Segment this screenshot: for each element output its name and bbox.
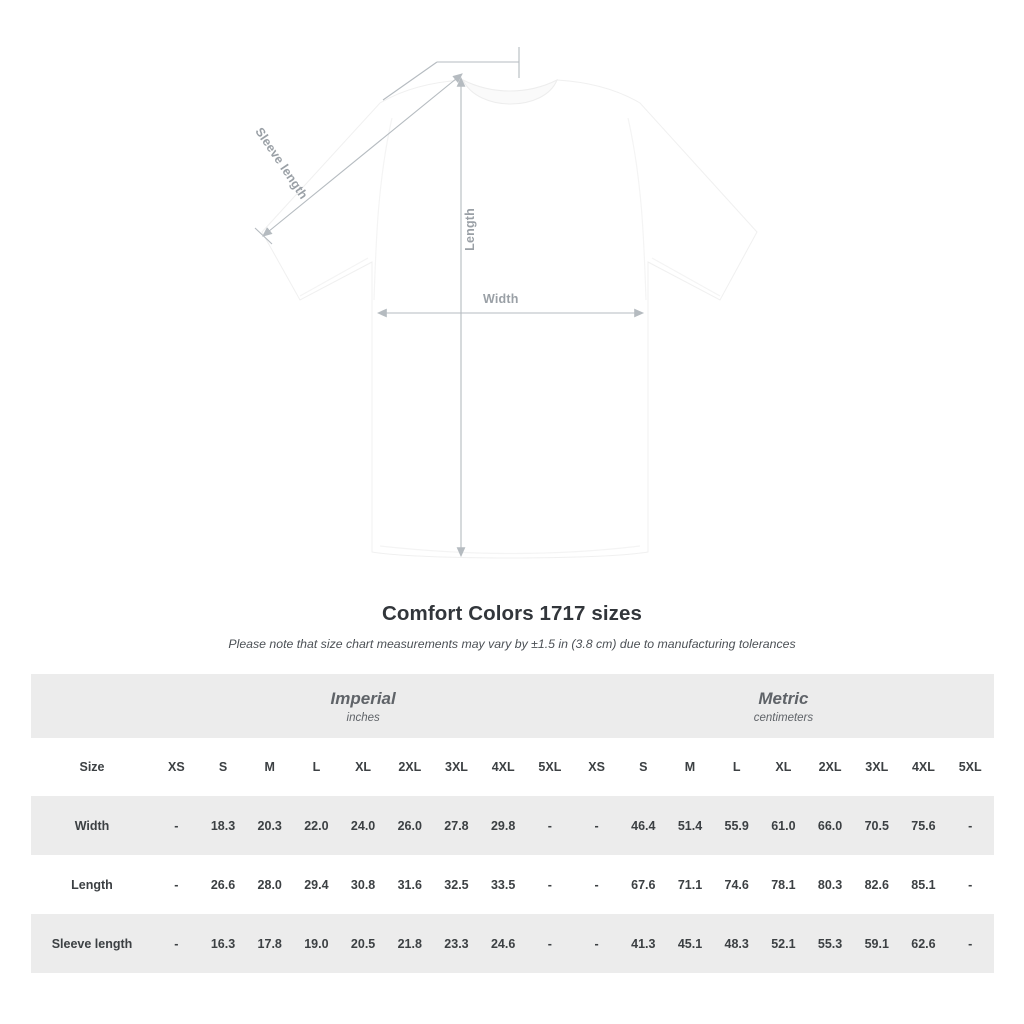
- measurement-cell: 20.3: [246, 796, 293, 855]
- size-header-m-imperial: M: [246, 738, 293, 796]
- size-header-s-metric: S: [620, 738, 667, 796]
- size-header-3xl-metric: 3XL: [853, 738, 900, 796]
- measurement-cell: 32.5: [433, 855, 480, 914]
- size-column-label: Size: [31, 738, 153, 796]
- measurement-cell: 33.5: [480, 855, 527, 914]
- measurement-cell: 21.8: [386, 914, 433, 973]
- measurement-cell: 52.1: [760, 914, 807, 973]
- row-label: Length: [31, 855, 153, 914]
- measurement-cell: 45.1: [667, 914, 714, 973]
- measurement-cell: -: [527, 914, 574, 973]
- measurement-cell: 28.0: [246, 855, 293, 914]
- row-label: Sleeve length: [31, 914, 153, 973]
- measurement-cell: 29.8: [480, 796, 527, 855]
- measurement-cell: -: [947, 796, 994, 855]
- measurement-cell: 55.9: [713, 796, 760, 855]
- size-header-l-metric: L: [713, 738, 760, 796]
- sleeve-length-dimension-label: Sleeve length: [252, 125, 311, 202]
- measurement-cell: 59.1: [853, 914, 900, 973]
- measurement-cell: 51.4: [667, 796, 714, 855]
- measurement-cell: -: [573, 796, 620, 855]
- length-dimension-label: Length: [463, 208, 477, 251]
- size-header-xs-metric: XS: [573, 738, 620, 796]
- measurement-cell: 19.0: [293, 914, 340, 973]
- tolerance-note: Please note that size chart measurements may vary by ±1.5 in (3.8 cm) due to manufacturing tolerances: [228, 637, 796, 651]
- measurement-cell: 74.6: [713, 855, 760, 914]
- measurement-cell: 55.3: [807, 914, 854, 973]
- size-header-xl-metric: XL: [760, 738, 807, 796]
- measurement-cell: -: [153, 796, 200, 855]
- measurement-cell: -: [573, 855, 620, 914]
- measurement-cell: 27.8: [433, 796, 480, 855]
- size-header-2xl-imperial: 2XL: [386, 738, 433, 796]
- unit-group-header-metric: [573, 674, 993, 738]
- measurement-cell: 70.5: [853, 796, 900, 855]
- measurement-cell: 24.6: [480, 914, 527, 973]
- measurement-cell: 80.3: [807, 855, 854, 914]
- size-header-5xl-metric: 5XL: [947, 738, 994, 796]
- measurement-cell: -: [527, 855, 574, 914]
- measurement-cell: 24.0: [340, 796, 387, 855]
- measurement-cell: 29.4: [293, 855, 340, 914]
- page-title: Comfort Colors 1717 sizes: [382, 602, 642, 625]
- unit-group-sublabel: inches: [346, 711, 380, 724]
- measurement-cell: 31.6: [386, 855, 433, 914]
- size-header-3xl-imperial: 3XL: [433, 738, 480, 796]
- size-chart-table: [31, 674, 994, 973]
- measurement-cell: 78.1: [760, 855, 807, 914]
- measurement-cell: -: [153, 914, 200, 973]
- size-header-s-imperial: S: [200, 738, 247, 796]
- table-row: [31, 914, 994, 973]
- unit-group-sublabel: centimeters: [753, 711, 814, 724]
- row-label: Width: [31, 796, 153, 855]
- measurement-cell: 17.8: [246, 914, 293, 973]
- measurement-cell: 20.5: [340, 914, 387, 973]
- unit-group-header-imperial: [153, 674, 573, 738]
- measurement-cell: 18.3: [200, 796, 247, 855]
- measurement-cell: -: [947, 855, 994, 914]
- size-header-4xl-metric: 4XL: [900, 738, 947, 796]
- measurement-cell: -: [947, 914, 994, 973]
- measurement-cell: 71.1: [667, 855, 714, 914]
- table-row: [31, 796, 994, 855]
- measurement-cell: 46.4: [620, 796, 667, 855]
- unit-group-row: [31, 674, 994, 738]
- table-corner-cell: [31, 674, 153, 738]
- measurement-cell: 16.3: [200, 914, 247, 973]
- measurement-cell: 85.1: [900, 855, 947, 914]
- unit-group-name: Metric: [758, 689, 809, 709]
- measurement-cell: 66.0: [807, 796, 854, 855]
- measurement-cell: 61.0: [760, 796, 807, 855]
- measurement-cell: 30.8: [340, 855, 387, 914]
- size-header-xl-imperial: XL: [340, 738, 387, 796]
- size-header-xs-imperial: XS: [153, 738, 200, 796]
- measurement-cell: 75.6: [900, 796, 947, 855]
- measurement-cell: -: [527, 796, 574, 855]
- measurement-cell: -: [573, 914, 620, 973]
- width-dimension-label: Width: [483, 292, 519, 306]
- measurement-cell: -: [153, 855, 200, 914]
- measurement-cell: 48.3: [713, 914, 760, 973]
- measurement-cell: 82.6: [853, 855, 900, 914]
- size-header-l-imperial: L: [293, 738, 340, 796]
- unit-group-name: Imperial: [330, 689, 396, 709]
- measurement-cell: 62.6: [900, 914, 947, 973]
- size-header-m-metric: M: [667, 738, 714, 796]
- measurement-cell: 26.6: [200, 855, 247, 914]
- title-block: [0, 602, 1024, 651]
- table-row: [31, 855, 994, 914]
- size-header-2xl-metric: 2XL: [807, 738, 854, 796]
- measurement-cell: 23.3: [433, 914, 480, 973]
- measurement-cell: 41.3: [620, 914, 667, 973]
- measurement-cell: 22.0: [293, 796, 340, 855]
- measurement-cell: 67.6: [620, 855, 667, 914]
- measurement-cell: 26.0: [386, 796, 433, 855]
- size-header-5xl-imperial: 5XL: [527, 738, 574, 796]
- size-header-row: [31, 738, 994, 796]
- size-header-4xl-imperial: 4XL: [480, 738, 527, 796]
- size-chart-table-wrap: [31, 674, 993, 973]
